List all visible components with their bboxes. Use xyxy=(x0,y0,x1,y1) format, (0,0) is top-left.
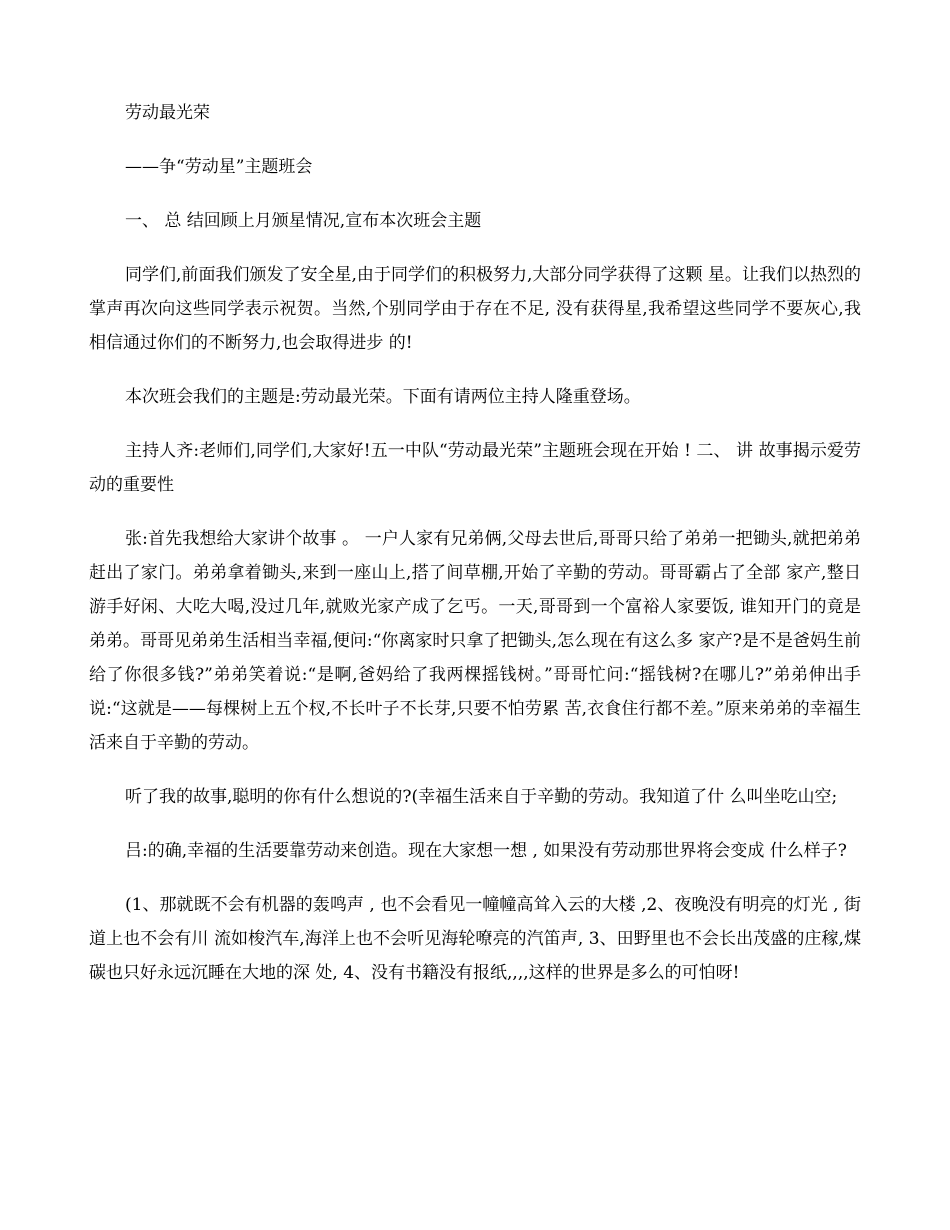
paragraph-host-opening: 主持人齐:老师们,同学们,大家好!五一中队“劳动最光荣”主题班会现在开始 ! 二、 讲 故事揭示爱劳动的重要性 xyxy=(89,441,861,495)
paragraph-story-reflection: 听了我的故事,聪明的你有什么想说的?(幸福生活来自于辛勤的劳动。我知道了什 么叫坐吃山空; xyxy=(125,787,838,807)
paragraph-world-without-labor: (1、那就既不会有机器的轰鸣声 , 也不会看见一幢幢高耸入云的大楼 ,2、夜晚没有明亮的灯光 , 街道上也不会有川 流如梭汽车,海洋上也不会听见海轮嘹亮的汽笛声, 3、田野里也不会长出茂盛的庄稼,煤碳也只好永远沉睡在大地的深 处, 4、没有书籍没有报纸,,,,这样的世界是多么的可怕呀! xyxy=(89,895,861,983)
paragraph-section-one-heading: 一、 总 结回顾上月颁星情况,宣布本次班会主题 xyxy=(125,211,482,231)
paragraph-theme: 本次班会我们的主题是:劳动最光荣。下面有请两位主持人隆重登场。 xyxy=(125,387,641,407)
paragraph-imagine-question: 吕:的确,幸福的生活要靠劳动来创造。现在大家想一想 , 如果没有劳动那世界将会变成 什么样子? xyxy=(125,841,847,861)
document-body xyxy=(89,96,861,1010)
document-subtitle: ——争“劳动星”主题班会 xyxy=(125,157,313,177)
paragraph-story: 张:首先我想给大家讲个故事 。 一户人家有兄弟俩,父母去世后,哥哥只给了弟弟一把锄头,就把弟弟赶出了家门。弟弟拿着锄头,来到一座山上,搭了间草棚,开始了辛勤的劳动。哥哥霸占了全部 家产,整日游手好闲、大吃大喝,没过几年,就败光家产成了乞丐。一天,哥哥到一个富裕人家要饭, 谁知开门的竟是弟弟。哥哥见弟弟生活相当幸福,便问:“你离家时只拿了把锄头,怎么现在有这么多 家产?是不是爸妈生前给了你很多钱?”弟弟笑着说:“是啊,爸妈给了我两棵摇钱树。”哥哥忙问:“摇钱树?在哪儿?”弟弟伸出手说:“这就是——每棵树上五个杈,不长叶子不长芽,只要不怕劳累 苦,衣食住行都不差。”原来弟弟的幸福生活来自于辛勤的劳动。 xyxy=(89,529,861,753)
document-title: 劳动最光荣 xyxy=(125,103,210,123)
paragraph-safety-star: 同学们,前面我们颁发了安全星,由于同学们的积极努力,大部分同学获得了这颗 星。让我们以热烈的掌声再次向这些同学表示祝贺。当然,个别同学由于存在不足, 没有获得星,我希望这些同学不要灰心,我相信通过你们的不断努力,也会取得进步 的! xyxy=(89,265,861,353)
